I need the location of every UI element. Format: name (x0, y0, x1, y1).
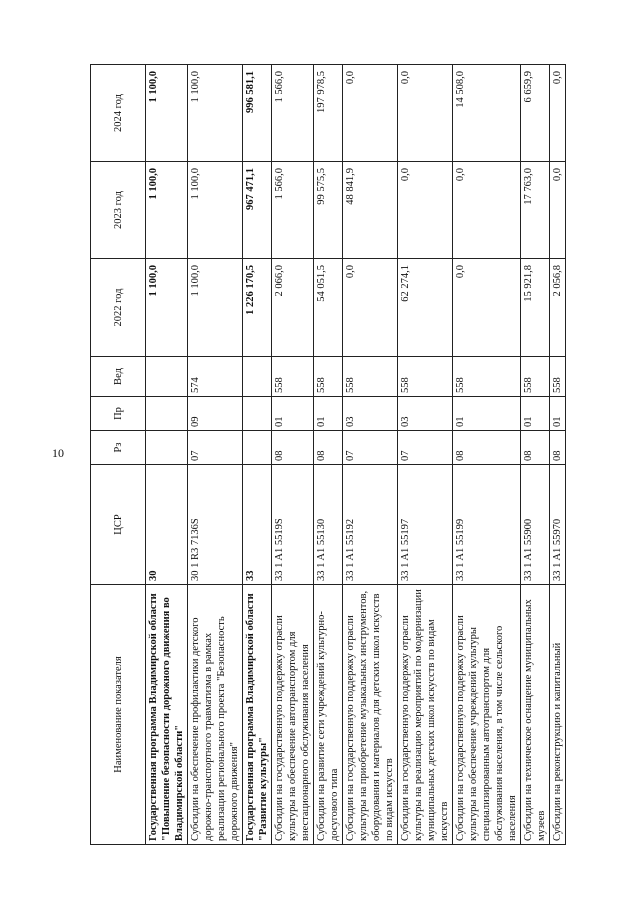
cell-ved: 558 (453, 357, 521, 397)
table-row (272, 65, 314, 845)
cell-name: Субсидии на техническое оснащение муниципальных музеев (521, 585, 550, 845)
cell-2022: 15 921,8 (521, 259, 550, 357)
table-row (453, 65, 521, 845)
cell-csr: 33 1 A1 55970 (550, 465, 566, 585)
cell-name: Субсидии на развитие сети учреждений культурно-досугового типа (314, 585, 343, 845)
table-row (550, 65, 566, 845)
cell-csr: 33 1 A1 5519S (272, 465, 314, 585)
table-row (343, 65, 398, 845)
cell-csr: 33 (243, 465, 272, 585)
header-rz: Рз (91, 431, 146, 465)
cell-name: Субсидии на государственную поддержку отрасли культуры на приобретение музыкальных инструментов, оборудования и материалов для детских школ искусств по видам искусств (343, 585, 398, 845)
table-row (146, 65, 188, 845)
budget-table (90, 64, 566, 845)
cell-2023: 17 763,0 (521, 162, 550, 259)
cell-2022: 2 056,8 (550, 259, 566, 357)
cell-2024: 14 508,0 (453, 65, 521, 162)
cell-rz: 07 (398, 431, 453, 465)
cell-rz: 08 (550, 431, 566, 465)
cell-2023: 0,0 (453, 162, 521, 259)
cell-2024: 1 100,0 (188, 65, 243, 162)
cell-rz (146, 431, 188, 465)
cell-2022: 1 226 170,5 (243, 259, 272, 357)
table-row (188, 65, 243, 845)
cell-ved (146, 357, 188, 397)
cell-rz: 08 (314, 431, 343, 465)
cell-2024: 6 659,9 (521, 65, 550, 162)
cell-csr: 30 1 R3 7136S (188, 465, 243, 585)
cell-2022: 0,0 (343, 259, 398, 357)
cell-2024: 1 566,0 (272, 65, 314, 162)
cell-rz (243, 431, 272, 465)
rotated-table-container (90, 65, 610, 845)
cell-2024: 1 100,0 (146, 65, 188, 162)
cell-ved: 558 (521, 357, 550, 397)
cell-2022: 1 100,0 (188, 259, 243, 357)
header-2022: 2022 год (91, 259, 146, 357)
cell-rz: 08 (453, 431, 521, 465)
cell-name: Государственная программа Владимирской области "Повышение безопасности дорожного движения во Владимирской области" (146, 585, 188, 845)
cell-2023: 1 100,0 (146, 162, 188, 259)
cell-csr: 30 (146, 465, 188, 585)
table-row (398, 65, 453, 845)
cell-pr (146, 397, 188, 431)
cell-2023: 0,0 (550, 162, 566, 259)
table-row (314, 65, 343, 845)
cell-ved: 558 (314, 357, 343, 397)
cell-pr: 01 (521, 397, 550, 431)
cell-rz: 08 (521, 431, 550, 465)
cell-2022: 1 100,0 (146, 259, 188, 357)
cell-2022: 2 066,0 (272, 259, 314, 357)
header-ved: Вед (91, 357, 146, 397)
cell-pr (243, 397, 272, 431)
cell-ved: 558 (343, 357, 398, 397)
cell-2023: 99 575,5 (314, 162, 343, 259)
cell-rz: 07 (188, 431, 243, 465)
cell-csr: 33 1 A1 55199 (453, 465, 521, 585)
cell-2022: 54 051,5 (314, 259, 343, 357)
cell-2024: 0,0 (343, 65, 398, 162)
header-csr: ЦСР (91, 465, 146, 585)
cell-2023: 1 100,0 (188, 162, 243, 259)
header-2024: 2024 год (91, 65, 146, 162)
cell-name: Субсидии на обеспечение профилактики детского дорожно-транспортного травматизма в рамках реализации регионального проекта "Безопасность дорожного движения" (188, 585, 243, 845)
cell-2023: 1 566,0 (272, 162, 314, 259)
cell-pr: 03 (343, 397, 398, 431)
table-header-row (91, 65, 146, 845)
cell-pr: 09 (188, 397, 243, 431)
table-body (146, 65, 566, 845)
cell-pr: 01 (550, 397, 566, 431)
cell-2024: 0,0 (398, 65, 453, 162)
cell-2022: 0,0 (453, 259, 521, 357)
cell-ved: 558 (272, 357, 314, 397)
cell-pr: 01 (272, 397, 314, 431)
cell-rz: 08 (272, 431, 314, 465)
page-number: 10 (52, 446, 64, 460)
cell-2024: 0,0 (550, 65, 566, 162)
cell-csr: 33 1 A1 55197 (398, 465, 453, 585)
cell-pr: 03 (398, 397, 453, 431)
cell-2023: 0,0 (398, 162, 453, 259)
header-2023: 2023 год (91, 162, 146, 259)
cell-name: Субсидии на государственную поддержку отрасли культуры на обеспечение автотранспортом для внестационарного обслуживания населения (272, 585, 314, 845)
cell-ved: 558 (398, 357, 453, 397)
cell-rz: 07 (343, 431, 398, 465)
cell-ved (243, 357, 272, 397)
cell-csr: 33 1 A1 55900 (521, 465, 550, 585)
cell-name: Государственная программа Владимирской области "Развитие культуры" (243, 585, 272, 845)
cell-name: Субсидии на государственную поддержку отрасли культуры на реализацию мероприятий по модернизации муниципальных детских школ искусств по видам искусств (398, 585, 453, 845)
cell-2024: 197 978,5 (314, 65, 343, 162)
cell-csr: 33 1 A1 55192 (343, 465, 398, 585)
table-row (521, 65, 550, 845)
cell-ved: 558 (550, 357, 566, 397)
cell-2022: 62 274,1 (398, 259, 453, 357)
cell-name: Субсидии на государственную поддержку отрасли культуры на обеспечение учреждений культуры специализированным автотранспортом для обслуживания населения, в том числе сельского населения (453, 585, 521, 845)
header-pr: Пр (91, 397, 146, 431)
cell-pr: 01 (314, 397, 343, 431)
cell-2023: 48 841,9 (343, 162, 398, 259)
cell-pr: 01 (453, 397, 521, 431)
cell-name: Субсидии на реконструкцию и капитальный (550, 585, 566, 845)
cell-ved: 574 (188, 357, 243, 397)
table-row (243, 65, 272, 845)
cell-2023: 967 471,1 (243, 162, 272, 259)
cell-csr: 33 1 A1 55130 (314, 465, 343, 585)
cell-2024: 996 581,1 (243, 65, 272, 162)
header-name: Наименование показателя (91, 585, 146, 845)
